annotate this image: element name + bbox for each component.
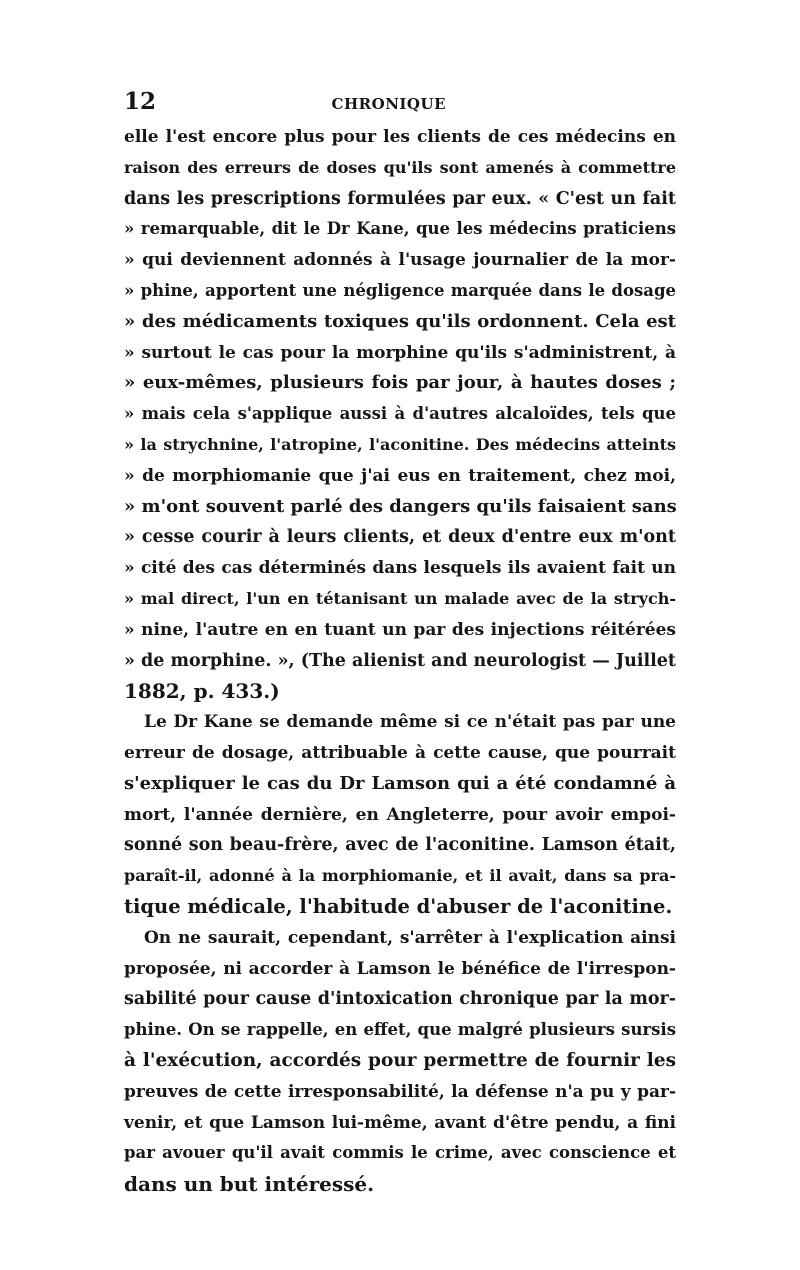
paragraph bbox=[124, 707, 676, 923]
text-line: paraît-il, adonné à la morphiomanie, et il avait, dans sa pra- bbox=[124, 866, 676, 886]
text-line: 1882, p. 433.) bbox=[124, 679, 280, 704]
paragraph bbox=[124, 923, 676, 1200]
paragraph bbox=[124, 122, 676, 707]
page-number: 12 bbox=[124, 88, 157, 115]
text-line: par avouer qu'il avait commis le crime, avec conscience et bbox=[124, 1143, 676, 1163]
text-line: dans un but intéressé. bbox=[124, 1172, 375, 1197]
text-line: erreur de dosage, attribuable à cette cause, que pourrait bbox=[124, 742, 676, 763]
text-line: elle l'est encore plus pour les clients de ces médecins en bbox=[124, 127, 676, 147]
text-line: mort, l'année dernière, en Angleterre, pour avoir empoi- bbox=[124, 804, 676, 825]
text-line: » cité des cas déterminés dans lesquels ils avaient fait un bbox=[124, 558, 676, 579]
text-line: » nine, l'autre en en tuant un par des injections réitérées bbox=[124, 619, 676, 640]
text-line: » phine, apportent une négligence marquée dans le dosage bbox=[124, 280, 676, 300]
text-line: » qui deviennent adonnés à l'usage journalier de la mor- bbox=[124, 250, 676, 271]
text-line: dans les prescriptions formulées par eux. « C'est un fait bbox=[124, 188, 676, 209]
text-line: » des médicaments toxiques qu'ils ordonnent. Cela est bbox=[124, 310, 676, 332]
text-line: » m'ont souvent parlé des dangers qu'ils faisaient sans bbox=[124, 495, 677, 517]
text-line: » surtout le cas pour la morphine qu'ils s'administrent, à bbox=[124, 342, 676, 363]
text-line: » mal direct, l'un en tétanisant un malade avec de la strych- bbox=[124, 588, 676, 608]
text-line: » de morphine. », (The alienist and neurologist — Juillet bbox=[124, 650, 676, 671]
text-line: preuves de cette irresponsabilité, la défense n'a pu y par- bbox=[124, 1081, 676, 1102]
text-line: s'expliquer le cas du Dr Lamson qui a été condamné à bbox=[124, 772, 676, 794]
text-line: » mais cela s'applique aussi à d'autres alcaloïdes, tels que bbox=[124, 404, 676, 424]
text-line: » de morphiomanie que j'ai eus en traitement, chez moi, bbox=[124, 465, 676, 486]
page-header bbox=[124, 88, 676, 115]
text-line: sabilité pour cause d'intoxication chronique par la mor- bbox=[124, 989, 676, 1010]
text-line: proposée, ni accorder à Lamson le bénéfice de l'irrespon- bbox=[124, 958, 676, 979]
text-line: » remarquable, dit le Dr Kane, que les médecins praticiens bbox=[124, 219, 676, 239]
body-text bbox=[124, 122, 676, 1200]
text-line: tique médicale, l'habitude d'abuser de l'aconitine. bbox=[124, 894, 673, 918]
text-line: venir, et que Lamson lui-même, avant d'être pendu, a fini bbox=[124, 1112, 676, 1133]
text-line: Le Dr Kane se demande même si ce n'était pas par une bbox=[144, 712, 676, 733]
text-line: » cesse courir à leurs clients, et deux d'entre eux m'ont bbox=[124, 527, 676, 548]
text-line: » eux-mêmes, plusieurs fois par jour, à hautes doses ; bbox=[124, 372, 676, 394]
text-line: On ne saurait, cependant, s'arrêter à l'explication ainsi bbox=[144, 927, 676, 948]
running-head: CHRONIQUE bbox=[331, 95, 446, 113]
text-line: à l'exécution, accordés pour permettre de fournir les bbox=[124, 1049, 676, 1071]
text-line: raison des erreurs de doses qu'ils sont amenés à commettre bbox=[124, 157, 676, 177]
text-line: sonné son beau-frère, avec de l'aconitine. Lamson était, bbox=[124, 835, 676, 856]
text-line: phine. On se rappelle, en effet, que malgré plusieurs sursis bbox=[124, 1020, 676, 1040]
text-line: » la strychnine, l'atropine, l'aconitine. Des médecins atteints bbox=[124, 434, 676, 454]
